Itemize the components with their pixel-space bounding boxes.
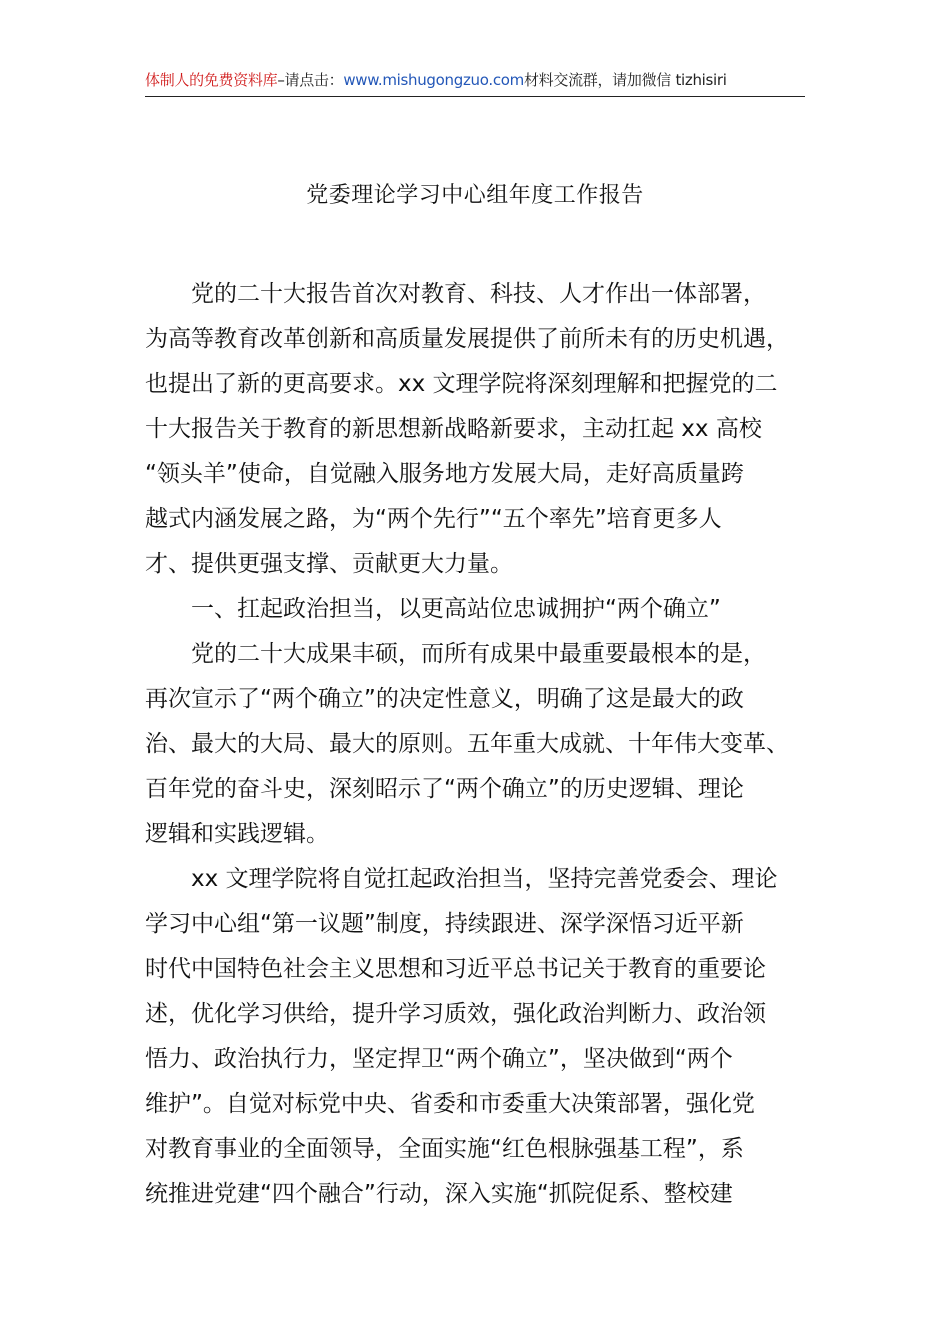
text-line: 治、最大的大局、最大的原则。五年重大成就、十年伟大变革、	[145, 731, 789, 757]
header-prompt: –请点击：	[277, 71, 344, 89]
text-line: 才、提供更强支撑、贡献更大力量。	[145, 551, 513, 577]
text-line: xx 文理学院将自觉扛起政治担当，坚持完善党委会、理论	[191, 866, 778, 892]
text-line: 也提出了新的更高要求。xx 文理学院将深刻理解和把握党的二	[145, 371, 778, 397]
text-line: 时代中国特色社会主义思想和习近平总书记关于教育的重要论	[145, 956, 766, 982]
text-line: 十大报告关于教育的新思想新战略新要求，主动扛起 xx 高校	[145, 416, 762, 442]
text-line: 党的二十大成果丰硕，而所有成果中最重要最根本的是，	[191, 641, 766, 667]
text-line: 悟力、政治执行力，坚定捍卫“两个确立”，坚决做到“两个	[145, 1046, 733, 1072]
text-line: “领头羊”使命，自觉融入服务地方发展大局，走好高质量跨	[145, 461, 744, 487]
text-line: 述，优化学习供给，提升学习质效，强化政治判断力、政治领	[145, 1001, 766, 1027]
document-title: 党委理论学习中心组年度工作报告	[306, 183, 644, 208]
text-line: 对教育事业的全面领导，全面实施“红色根脉强基工程”，系	[145, 1136, 744, 1162]
text-line: 维护”。自觉对标党中央、省委和市委重大决策部署，强化党	[145, 1091, 755, 1117]
text-line: 百年党的奋斗史，深刻昭示了“两个确立”的历史逻辑、理论	[145, 776, 744, 802]
text-line: 为高等教育改革创新和高质量发展提供了前所未有的历史机遇，	[145, 326, 789, 352]
text-line: 党的二十大报告首次对教育、科技、人才作出一体部署，	[191, 281, 766, 307]
watermark-header	[145, 66, 805, 97]
text-line: 越式内涵发展之路，为“两个先行”“五个率先”培育更多人	[145, 506, 722, 532]
header-url-link[interactable]: www.mishugongzuo.com	[343, 71, 524, 89]
text-line: 再次宣示了“两个确立”的决定性意义，明确了这是最大的政	[145, 686, 744, 712]
header-brand: 体制人的免费资料库	[145, 71, 278, 89]
text-line: 逻辑和实践逻辑。	[145, 821, 329, 847]
text-line: 统推进党建“四个融合”行动，深入实施“抓院促系、整校建	[145, 1181, 733, 1207]
header-contact-text: 材料交流群，请加微信 tizhisiri	[523, 71, 727, 89]
document-body	[145, 272, 809, 1217]
text-line: 学习中心组“第一议题”制度，持续跟进、深学深悟习近平新	[145, 911, 744, 937]
section-heading: 一、扛起政治担当，以更高站位忠诚拥护“两个确立”	[191, 596, 721, 622]
